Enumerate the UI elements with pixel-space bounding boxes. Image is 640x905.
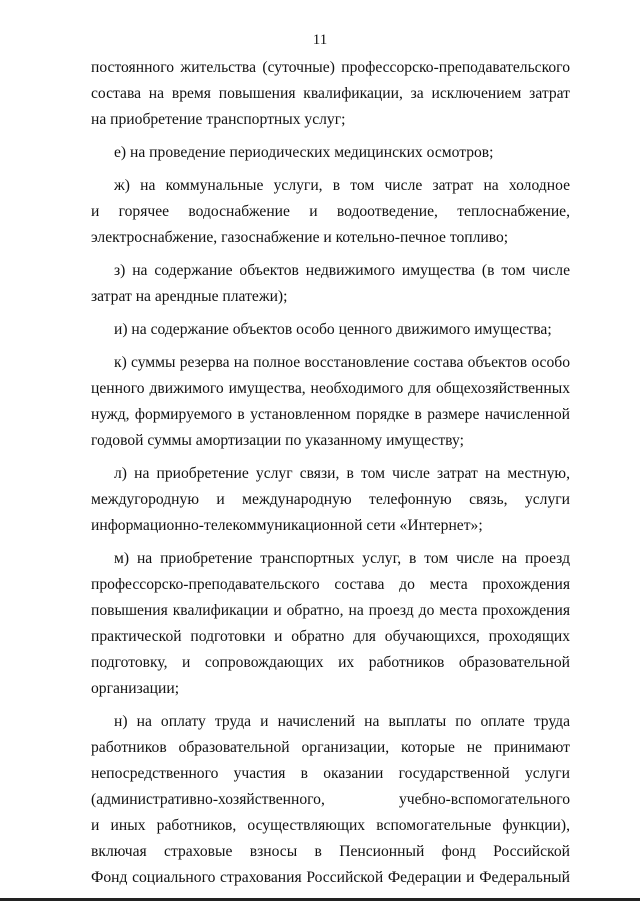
text-line: электроснабжение, газоснабжение и котельно-печное топливо;: [91, 229, 509, 246]
bottom-edge-rule: [0, 898, 640, 901]
text-line: организации;: [91, 680, 180, 697]
text-line: нужд, формируемого в установленном порядке в размере начисленной: [91, 406, 570, 423]
text-line: ж) на коммунальные услуги, в том числе затрат на холодное: [114, 177, 570, 194]
text-line: включая страховые взносы в Пенсионный фонд Российской: [91, 843, 570, 860]
text-line: работников образовательной организации, которые не принимают: [91, 739, 570, 756]
text-line: и горячее водоснабжение и водоотведение, теплоснабжение,: [91, 203, 570, 220]
text-line: на приобретение транспортных услуг;: [91, 111, 346, 128]
text-line: Фонд социального страхования Российской Федерации и Федеральный: [91, 869, 570, 886]
text-line: и иных работников, осуществляющих вспомогательные функции),: [91, 817, 570, 834]
text-line: подготовку, и сопровождающих их работников образовательной: [91, 654, 570, 671]
text-line: постоянного жительства (суточные) профессорско-преподавательского: [91, 59, 570, 76]
text-line: состава на время повышения квалификации, за исключением затрат: [91, 85, 570, 102]
page-number: 11: [312, 32, 328, 48]
text-line: (административно-хозяйственного, учебно-вспомогательного: [91, 791, 570, 808]
text-line: информационно-телекоммуникационной сети «Интернет»;: [91, 517, 483, 534]
document-body: [91, 55, 570, 891]
text-line: затрат на арендные платежи);: [91, 288, 288, 305]
text-line: практической подготовки и обратно для обучающихся, проходящих: [91, 628, 570, 645]
text-line: непосредственного участия в оказании государственной услуги: [91, 765, 570, 782]
text-line: м) на приобретение транспортных услуг, в том числе на проезд: [114, 550, 570, 567]
text-line: междугородную и международную телефонную связь, услуги: [91, 491, 570, 508]
text-line: к) суммы резерва на полное восстановление состава объектов особо: [114, 354, 570, 371]
text-line: н) на оплату труда и начислений на выплаты по оплате труда: [114, 713, 570, 730]
text-line: е) на проведение периодических медицинских осмотров;: [114, 144, 494, 161]
text-line: годовой суммы амортизации по указанному имуществу;: [91, 432, 464, 449]
text-line: и) на содержание объектов особо ценного движимого имущества;: [114, 321, 552, 338]
text-line: профессорско-преподавательского состава до места прохождения: [91, 576, 570, 593]
text-line: л) на приобретение услуг связи, в том числе затрат на местную,: [114, 465, 570, 482]
text-line: повышения квалификации и обратно, на проезд до места прохождения: [91, 602, 570, 619]
text-line: ценного движимого имущества, необходимого для общехозяйственных: [91, 380, 570, 397]
text-line: з) на содержание объектов недвижимого имущества (в том числе: [114, 262, 570, 279]
